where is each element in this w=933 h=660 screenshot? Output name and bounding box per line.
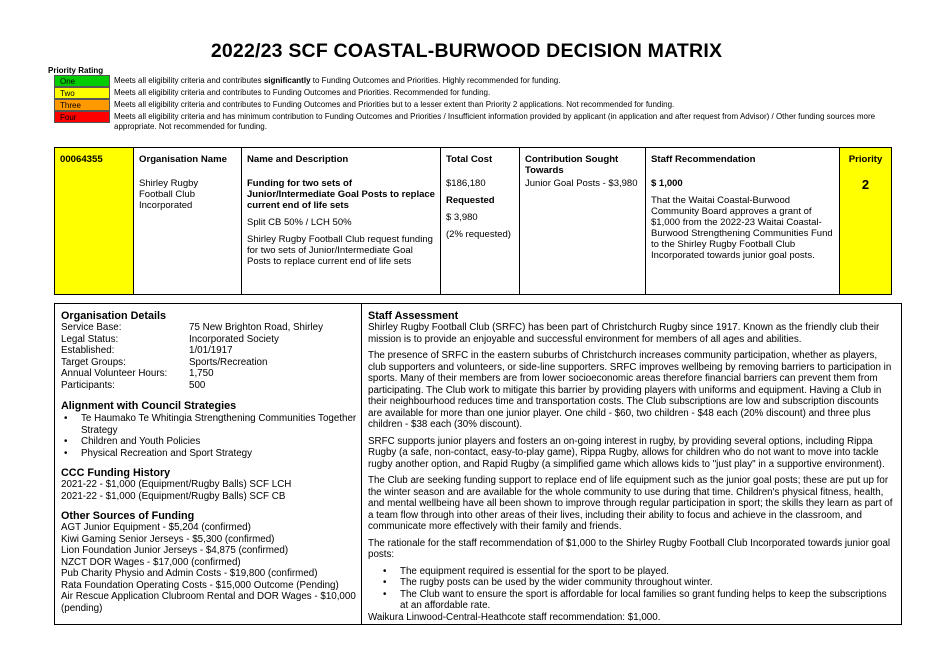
priority-row-two — [54, 87, 884, 99]
assessment-paragraph: SRFC supports junior players and fosters an on-going interest in rugby, by providing several options, including Rippa Rugby (a safe, non-contact, easy-to-play game), Rippa Rugby, allows for children who do not want to move into tackle rugby another option, and Rapid Rugby (a simplified game which allows kids to "just play" in a supportive environment). — [368, 435, 885, 470]
priority-rating-legend — [54, 75, 884, 132]
rationale-list — [368, 566, 895, 612]
total-cost-header: Total Cost — [446, 154, 493, 165]
other-source-item: Kiwi Gaming Senior Jerseys - $5,300 (confirmed) — [61, 533, 275, 545]
contribution-value: Junior Goal Posts - $3,980 — [525, 178, 638, 189]
org-detail-value: Incorporated Society — [189, 333, 279, 345]
other-source-item: AGT Junior Equipment - $5,204 (confirmed) — [61, 522, 251, 533]
org-detail-row — [61, 345, 357, 357]
priority-swatch-three: Three — [54, 99, 110, 111]
request-description: Shirley Rugby Football Club request funding for two sets of Junior/Intermediate Goal Posts to replace current end of life sets — [247, 234, 433, 267]
decision-matrix-row — [54, 147, 892, 295]
assessment-paragraph: The Club are seeking funding support to replace end of life equipment such as the junior goal posts; these are put up for the winter season and are available for the whole community to use during that time. Children's physical fitness, health, and mental wellbeing have all been shown to improve through regular participation in sport; the skills they learn as part of a team flow through into other areas of their lives, including their ability to focus and achieve in the classroom, and communicate more effectively with their family and friends. — [368, 475, 893, 532]
other-source-item: Rata Foundation Operating Costs - $15,000 Outcome (Pending) — [61, 579, 339, 591]
organisation-details-pane — [55, 304, 362, 624]
total-cost-value: $186,180 — [446, 178, 486, 189]
org-detail-row — [61, 357, 357, 369]
priority-desc-four: Meets all eligibility criteria and has minimum contribution to Funding Outcomes and Priorities / Insufficient information provided by applicant (in application and after request from Advisor) / Other funding sources more appropriate. Not recommended for funding. — [114, 112, 876, 131]
rationale-item: • The Club want to ensure the sport is affordable for local families so grant funding helps to keep the subscriptions at an affordable rate. — [380, 589, 895, 612]
name-desc-header: Name and Description — [247, 154, 349, 165]
recommended-amount: $ 1,000 — [651, 178, 683, 189]
priority-desc-two: Meets all eligibility criteria and contributes to Funding Outcomes and Priorities. Recommended for funding. — [114, 88, 491, 97]
org-detail-value: Sports/Recreation — [189, 356, 268, 368]
other-sources-heading: Other Sources of Funding — [61, 510, 195, 522]
priority-row-three — [54, 99, 884, 111]
document-title: 2022/23 SCF COASTAL-BURWOOD DECISION MATRIX — [210, 40, 723, 62]
organisation-cell — [134, 148, 242, 294]
application-id-cell — [55, 148, 134, 294]
org-detail-value: 1,750 — [189, 368, 214, 379]
priority-cell — [840, 148, 891, 294]
alignment-list — [61, 413, 357, 459]
org-detail-value: 75 New Brighton Road, Shirley — [189, 322, 323, 333]
priority-row-four — [54, 111, 884, 132]
staff-assessment-body — [368, 322, 895, 561]
ccc-history-item: 2021-22 - $1,000 (Equipment/Rugby Balls) SCF LCH — [61, 479, 292, 490]
alignment-item: • Children and Youth Policies — [61, 436, 357, 448]
priority-row-one — [54, 75, 884, 87]
org-detail-label: Annual Volunteer Hours: — [61, 368, 168, 379]
rationale-item: • The equipment required is essential for the sport to be played. — [380, 566, 895, 578]
org-detail-label: Established: — [61, 345, 115, 356]
org-name: Shirley Rugby Football Club Incorporated — [139, 178, 199, 211]
priority-header: Priority — [848, 154, 883, 165]
org-details-list — [61, 322, 357, 391]
org-details-heading: Organisation Details — [61, 310, 166, 322]
other-sources-list — [61, 522, 357, 614]
org-detail-label: Service Base: — [61, 322, 122, 333]
funding-split: Split CB 50% / LCH 50% — [247, 217, 352, 228]
requested-percent: (2% requested) — [446, 229, 511, 240]
details-assessment-section — [54, 303, 902, 625]
org-detail-value: 500 — [189, 379, 206, 391]
requested-label: Requested — [446, 195, 495, 206]
assessment-paragraph: Shirley Rugby Football Club (SRFC) has been part of Christchurch Rugby since 1917. Known as the friendly club their mission is to provide an enjoyable and successful environment for members of all ages and abilities. — [368, 322, 880, 345]
ccc-history-list — [61, 479, 357, 502]
application-id: 00064355 — [60, 154, 103, 165]
org-detail-row — [61, 334, 357, 346]
priority-swatch-one: One — [54, 75, 110, 87]
org-detail-row — [61, 368, 357, 380]
other-source-item: Pub Charity Physio and Admin Costs - $19,800 (confirmed) — [61, 568, 318, 579]
org-detail-value: 1/01/1917 — [189, 345, 233, 356]
staff-recommendation-footer: Waikura Linwood-Central-Heathcote staff recommendation: $1,000. — [368, 611, 661, 623]
alignment-item: • Physical Recreation and Sport Strategy — [61, 448, 357, 460]
other-source-item: Lion Foundation Junior Jerseys - $4,875 (confirmed) — [61, 545, 289, 556]
staff-assessment-heading: Staff Assessment — [368, 310, 459, 322]
org-header: Organisation Name — [139, 154, 227, 165]
priority-swatch-two: Two — [54, 87, 110, 99]
assessment-paragraph: The presence of SRFC in the eastern suburbs of Christchurch increases community participation, whether as players, club supporters and volunteers, or side-line supporters. SRFC improves wellbeing by removing barriers to participation in sports. Many of their members are from lower socioeconomic areas therefore financial barriers can prevent them from participating. The Club work to mitigate this barrier by providing players with uniforms and equipment. Having a Club in their neighbourhood reduces time and transportation costs. The Club subscriptions are low and subscription discounts are available for more than one junior player. One child - $60, two children - $48 each (20% discount) and three plus children - $38 each (30% discount). — [368, 350, 892, 430]
contribution-cell — [520, 148, 646, 294]
staff-recommendation-cell — [646, 148, 840, 294]
org-detail-label: Legal Status: — [61, 333, 119, 345]
staff-assessment-pane — [362, 304, 901, 624]
name-description-cell — [242, 148, 441, 294]
priority-value: 2 — [861, 177, 870, 192]
recommendation-text: That the Waitai Coastal-Burwood Community Board approves a grant of $1,000 from the 2022-23 Waitai Coastal-Burwood Strengthening Communities Fund to the Shirley Rugby Football Club Incorporated towards junior goal posts. — [651, 195, 833, 261]
rationale-item: • The rugby posts can be used by the wider community throughout winter. — [380, 577, 895, 589]
alignment-heading: Alignment with Council Strategies — [61, 400, 237, 412]
org-detail-row — [61, 322, 357, 334]
project-title: Funding for two sets of Junior/Intermediate Goal Posts to replace current end of life sets — [247, 178, 435, 211]
other-source-item: Air Rescue Application Clubroom Rental and DOR Wages - $10,000 (pending) — [61, 591, 356, 614]
org-detail-label: Target Groups: — [61, 356, 126, 368]
alignment-item: • Te Haumako Te Whitingia Strengthening Communities Together Strategy — [61, 413, 357, 436]
ccc-history-item: 2021-22 - $1,000 (Equipment/Rugby Balls) SCF CB — [61, 490, 286, 502]
staff-rec-header: Staff Recommendation — [651, 154, 756, 165]
other-source-item: NZCT DOR Wages - $17,000 (confirmed) — [61, 556, 241, 568]
assessment-paragraph: The rationale for the staff recommendation of $1,000 to the Shirley Rugby Football Club Incorporated towards junior goal posts: — [368, 537, 891, 560]
requested-amount: $ 3,980 — [446, 212, 478, 223]
org-detail-label: Participants: — [61, 379, 115, 391]
priority-desc-three: Meets all eligibility criteria and contributes to Funding Outcomes and Priorities but to a lesser extent than Priority 2 applications. Not recommended for funding. — [114, 100, 675, 109]
total-cost-cell — [441, 148, 520, 294]
ccc-history-heading: CCC Funding History — [61, 467, 171, 479]
priority-swatch-four: Four — [54, 111, 110, 123]
priority-rating-heading: Priority Rating — [48, 66, 104, 75]
priority-desc-one: Meets all eligibility criteria and contributes significantly to Funding Outcomes and Priorities. Highly recommended for funding. — [114, 76, 561, 85]
contribution-header: Contribution Sought Towards — [525, 154, 619, 176]
org-detail-row — [61, 380, 357, 392]
